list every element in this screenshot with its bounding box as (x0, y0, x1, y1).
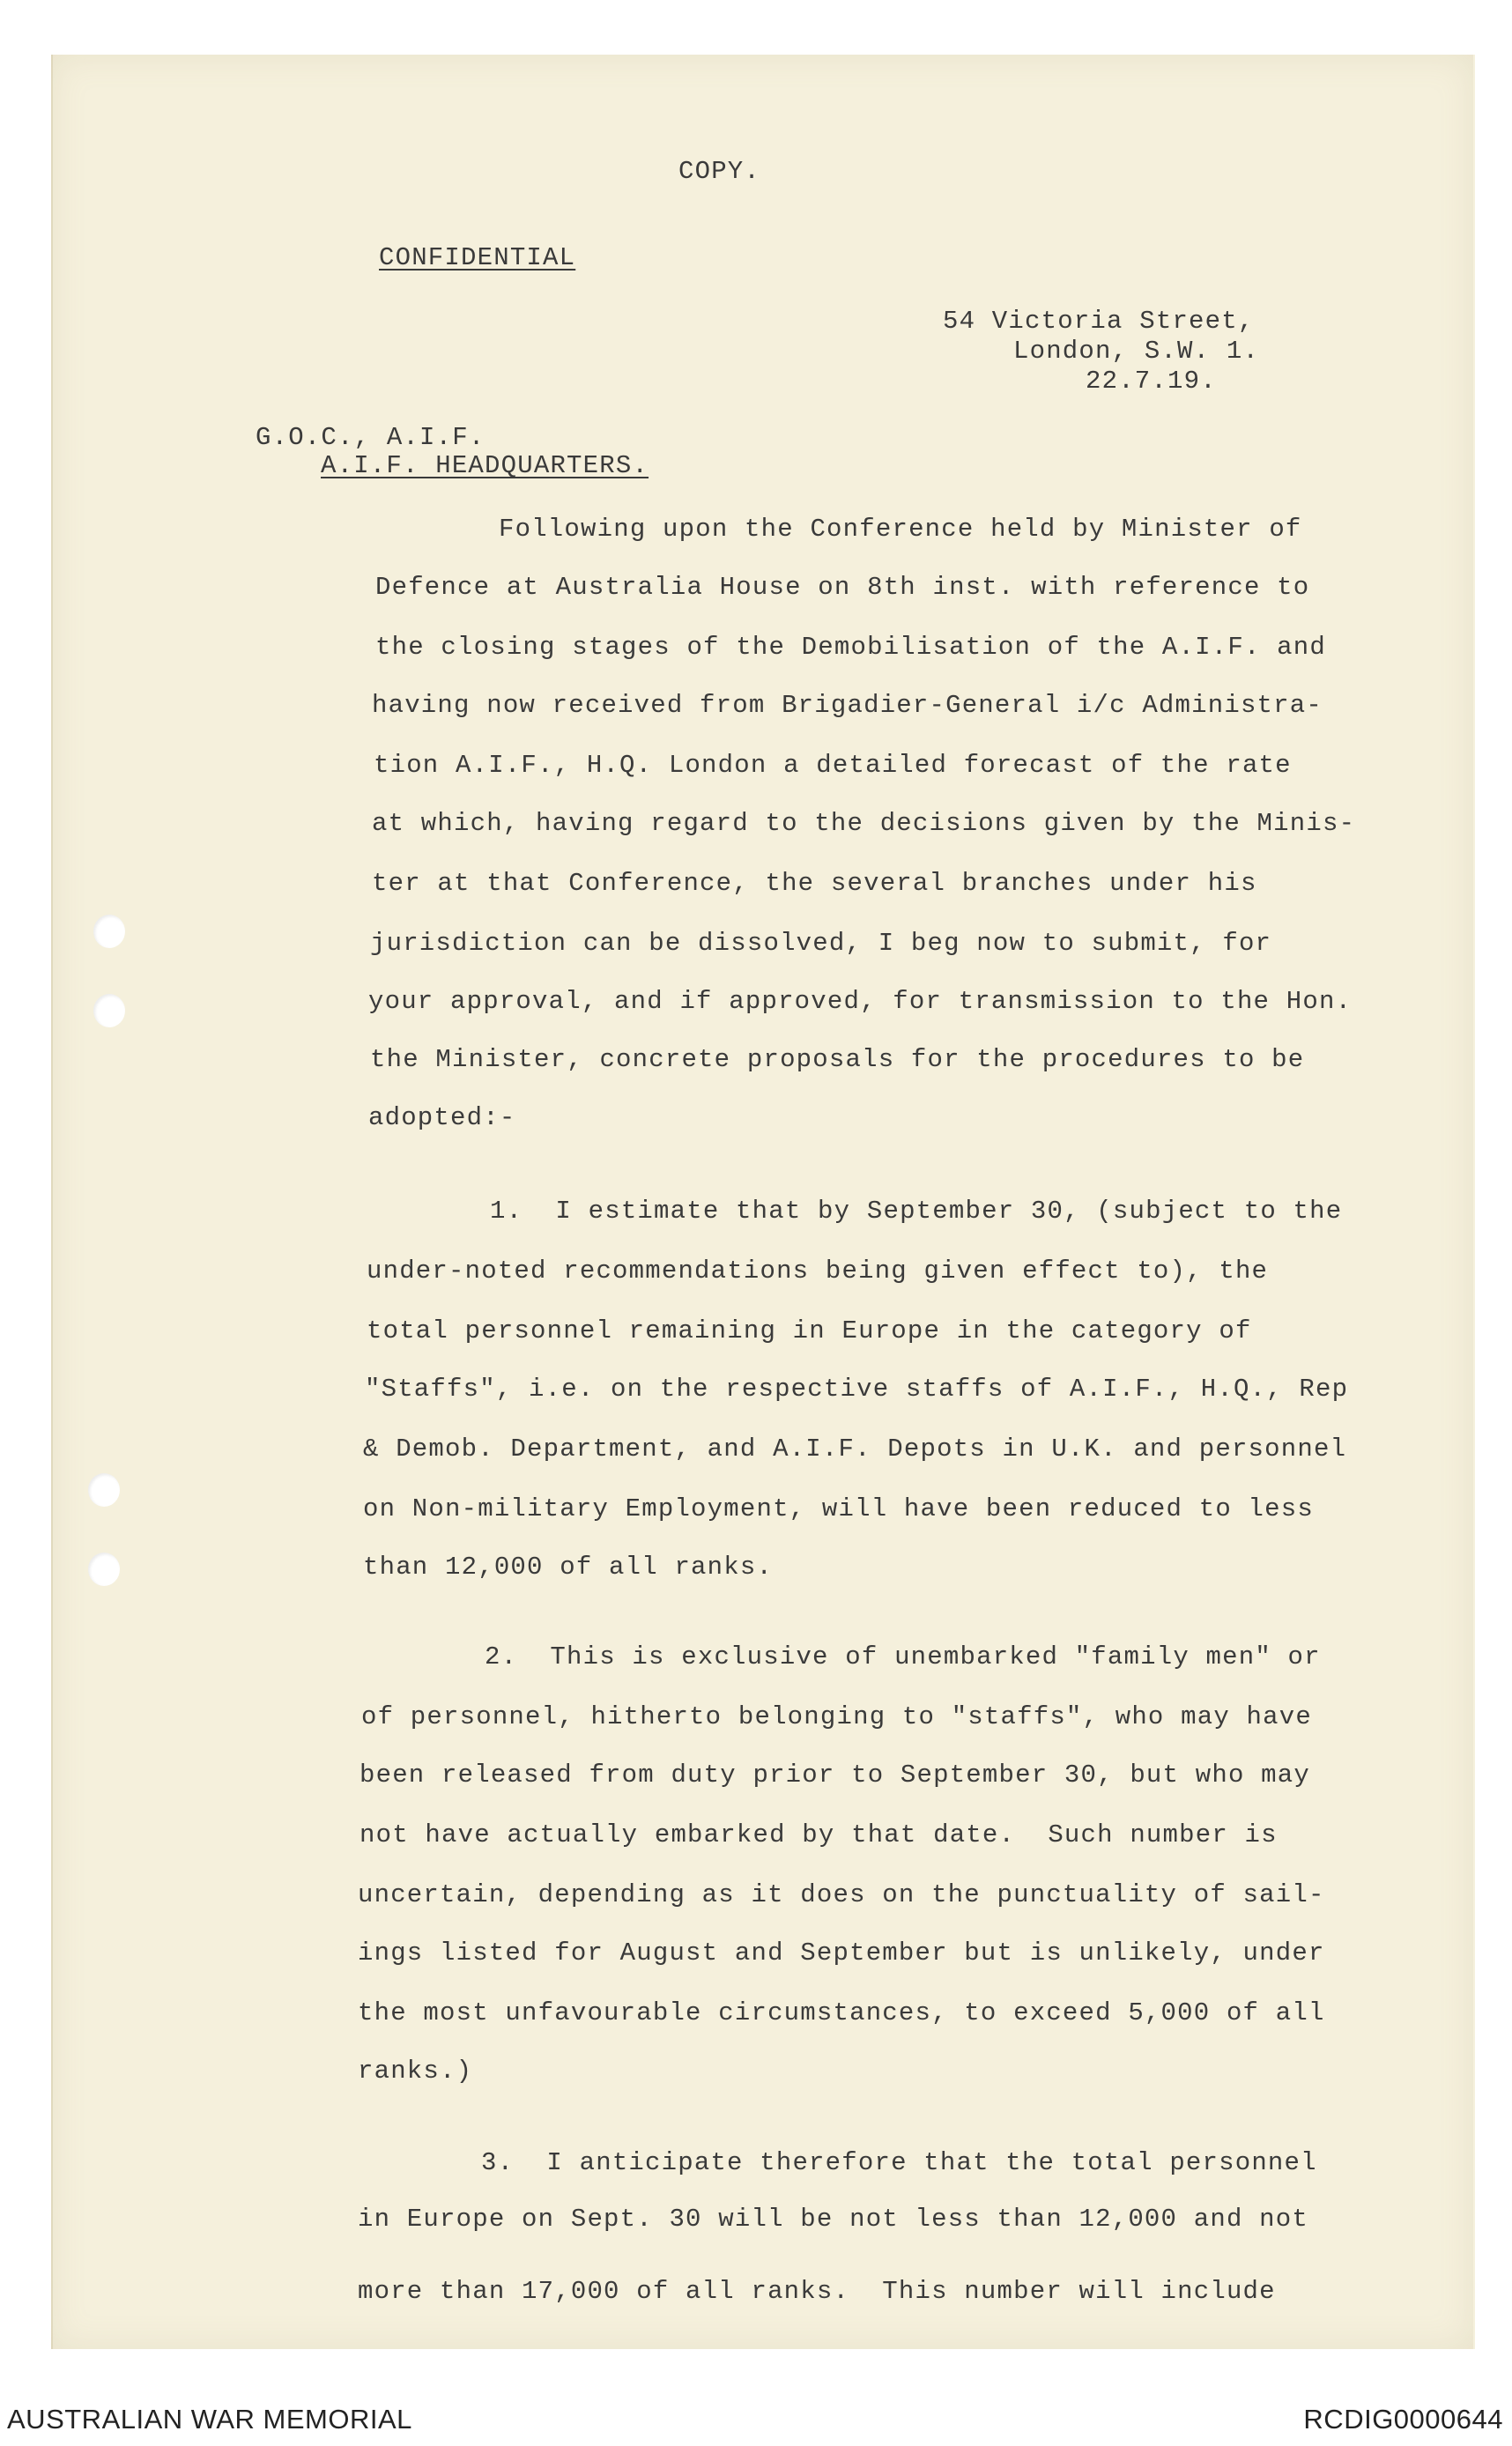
paragraph-line: than 12,000 of all ranks. (363, 1553, 774, 1582)
paragraph-line: in Europe on Sept. 30 will be not less than 12,000 and not (358, 2205, 1308, 2234)
paragraph-line: adopted:- (368, 1103, 516, 1132)
footer-institution: AUSTRALIAN WAR MEMORIAL (7, 2404, 412, 2435)
paragraph-line: the Minister, concrete proposals for the procedures to be (370, 1045, 1305, 1074)
paragraph-line: not have actually embarked by that date. Such number is (359, 1820, 1278, 1849)
paragraph-line: 1. I estimate that by September 30, (subject to the (490, 1197, 1343, 1226)
paragraph-line: ranks.) (358, 2057, 473, 2086)
footer-record-id: RCDIG0000644 (1303, 2404, 1503, 2435)
paragraph-line: Following upon the Conference held by Minister of (499, 515, 1302, 544)
paragraph-line: Defence at Australia House on 8th inst. with reference to (375, 573, 1310, 602)
paragraph-line: been released from duty prior to September 30, but who may (359, 1760, 1310, 1790)
paragraph-line: under-noted recommendations being given effect to), the (367, 1256, 1269, 1286)
paragraph-line: uncertain, depending as it does on the punctuality of sail- (358, 1880, 1325, 1909)
paragraph-line: ter at that Conference, the several branches under his (372, 869, 1257, 898)
address-line: London, S.W. 1. (1013, 337, 1260, 366)
paragraph-line: ings listed for August and September but is unlikely, under (358, 1938, 1325, 1968)
paragraph-line: more than 17,000 of all ranks. This number will include (358, 2277, 1276, 2306)
letter-date: 22.7.19. (1086, 367, 1217, 396)
recipient-line: G.O.C., A.I.F. (256, 423, 485, 452)
punch-hole (88, 1553, 120, 1586)
paragraph-line: jurisdiction can be dissolved, I beg now to submit, for (370, 929, 1272, 958)
classification-heading: CONFIDENTIAL (379, 243, 576, 272)
punch-hole (93, 994, 125, 1027)
punch-hole (88, 1473, 120, 1507)
paragraph-line: your approval, and if approved, for transmission to the Hon. (368, 987, 1353, 1016)
copy-mark: COPY. (678, 157, 761, 186)
punch-hole (93, 915, 125, 948)
paragraph-line: having now received from Brigadier-General i/c Administra- (372, 691, 1323, 720)
paragraph-line: 3. I anticipate therefore that the total personnel (481, 2148, 1317, 2177)
paragraph-line: "Staffs", i.e. on the respective staffs of A.I.F., H.Q., Rep (365, 1375, 1349, 1404)
paragraph-line: of personnel, hitherto belonging to "staffs", who may have (361, 1702, 1312, 1731)
paragraph-line: the most unfavourable circumstances, to exceed 5,000 of all (358, 1998, 1325, 2027)
address-line: 54 Victoria Street, (943, 307, 1255, 336)
paragraph-line: tion A.I.F., H.Q. London a detailed forecast of the rate (374, 751, 1292, 780)
paragraph-line: on Non-military Employment, will have been reduced to less (363, 1494, 1314, 1523)
paragraph-line: 2. This is exclusive of unembarked "family men" or (485, 1642, 1321, 1671)
recipient-line: A.I.F. HEADQUARTERS. (321, 451, 649, 480)
paragraph-line: the closing stages of the Demobilisation of the A.I.F. and (375, 633, 1326, 662)
paragraph-line: at which, having regard to the decisions given by the Minis- (372, 809, 1356, 838)
paragraph-line: & Demob. Department, and A.I.F. Depots in U.K. and personnel (363, 1434, 1347, 1464)
paragraph-line: total personnel remaining in Europe in the category of (367, 1316, 1252, 1345)
